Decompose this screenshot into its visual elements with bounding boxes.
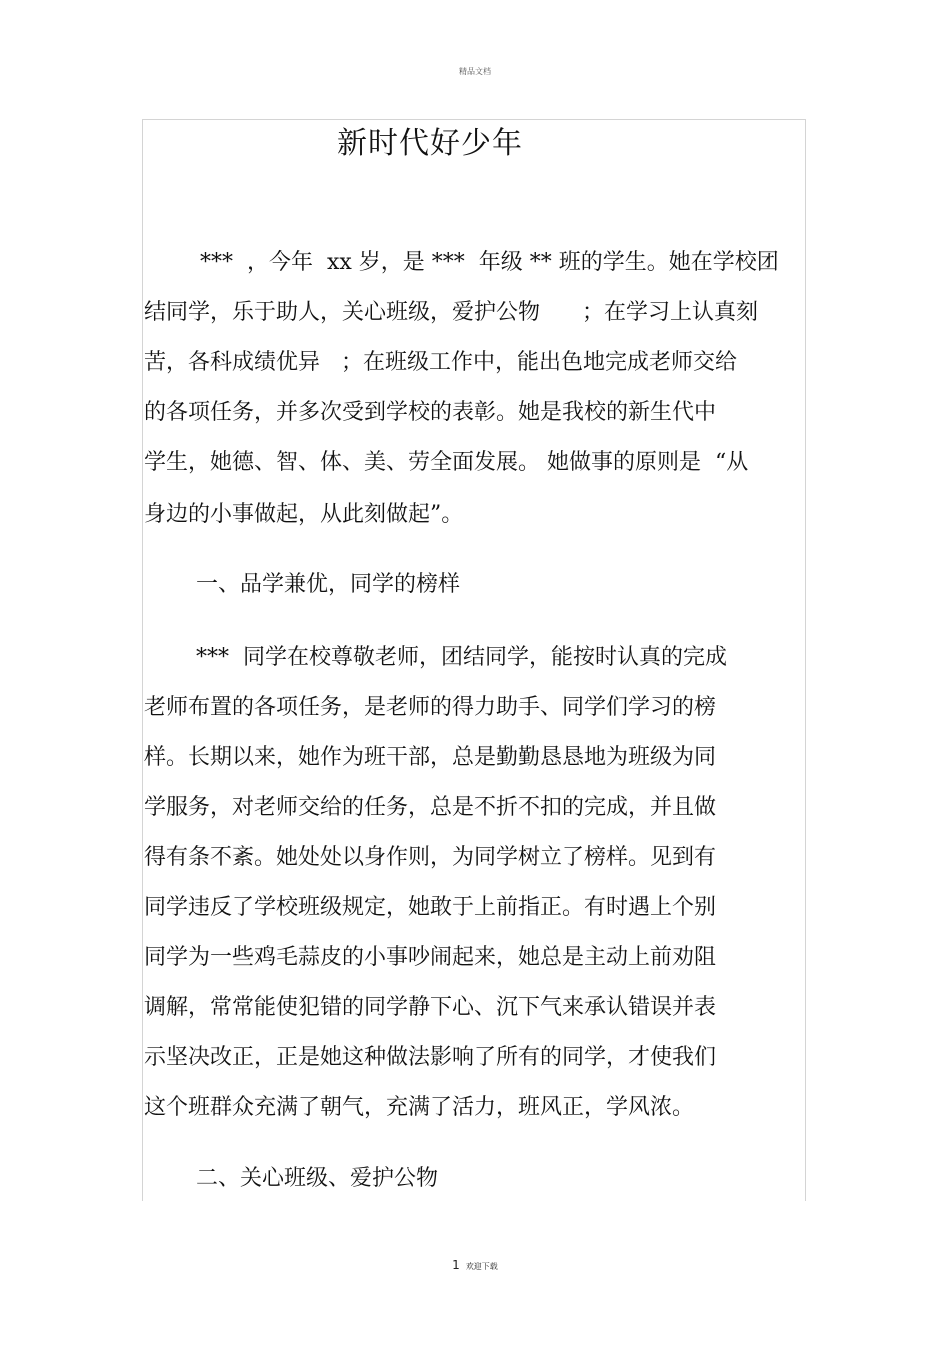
body-line: 身边的小事做起，从此刻做起”。 bbox=[144, 502, 464, 527]
body-line: 同学违反了学校班级规定，她敢于上前指正。有时遇上个别 bbox=[144, 895, 717, 920]
body-line: 同学为一些鸡毛蒜皮的小事吵闹起来，她总是主动上前劝阻 bbox=[144, 945, 717, 970]
body-line: 老师布置的各项任务，是老师的得力助手、同学们学习的榜 bbox=[144, 695, 717, 720]
body-line: 的各项任务，并多次受到学校的表彰。她是我校的新生代中 bbox=[144, 400, 717, 425]
page-footer bbox=[0, 1258, 950, 1272]
body-line: 结同学，乐于助人，关心班级，爱护公物 ；在学习上认真刻 bbox=[144, 300, 758, 325]
body-line: 苦，各科成绩优异 ；在班级工作中，能出色地完成老师交给 bbox=[144, 350, 737, 375]
body-line: *** ，今年 xx 岁，是 *** 年级 ** 班的学生。她在学校团 bbox=[200, 250, 779, 275]
header-note: 精品文档 bbox=[459, 67, 491, 76]
page-number: 1 bbox=[452, 1258, 460, 1272]
section-heading: 一、品学兼优，同学的榜样 bbox=[196, 572, 461, 597]
body-line: 得有条不紊。她处处以身作则，为同学树立了榜样。见到有 bbox=[144, 845, 717, 870]
body-line: 学服务，对老师交给的任务，总是不折不扣的完成，并且做 bbox=[144, 795, 717, 820]
body-line: 示坚决改正，正是她这种做法影响了所有的同学，才使我们 bbox=[144, 1045, 717, 1070]
body-line: *** 同学在校尊敬老师，团结同学，能按时认真的完成 bbox=[196, 645, 727, 670]
body-line: 学生，她德、智、体、美、劳全面发展。 她做事的原则是 “从 bbox=[144, 450, 749, 475]
section-heading: 二、关心班级、爱护公物 bbox=[196, 1166, 439, 1191]
body-line: 调解，常常能使犯错的同学静下心、沉下气来承认错误并表 bbox=[144, 995, 717, 1020]
body-line: 这个班群众充满了朝气，充满了活力，班风正，学风浓。 bbox=[144, 1095, 695, 1120]
footer-label: 欢迎下载 bbox=[465, 1262, 498, 1271]
document-title: 新时代好少年 bbox=[337, 126, 523, 161]
body-line: 样。长期以来，她作为班干部，总是勤勤恳恳地为班级为同 bbox=[144, 745, 717, 770]
